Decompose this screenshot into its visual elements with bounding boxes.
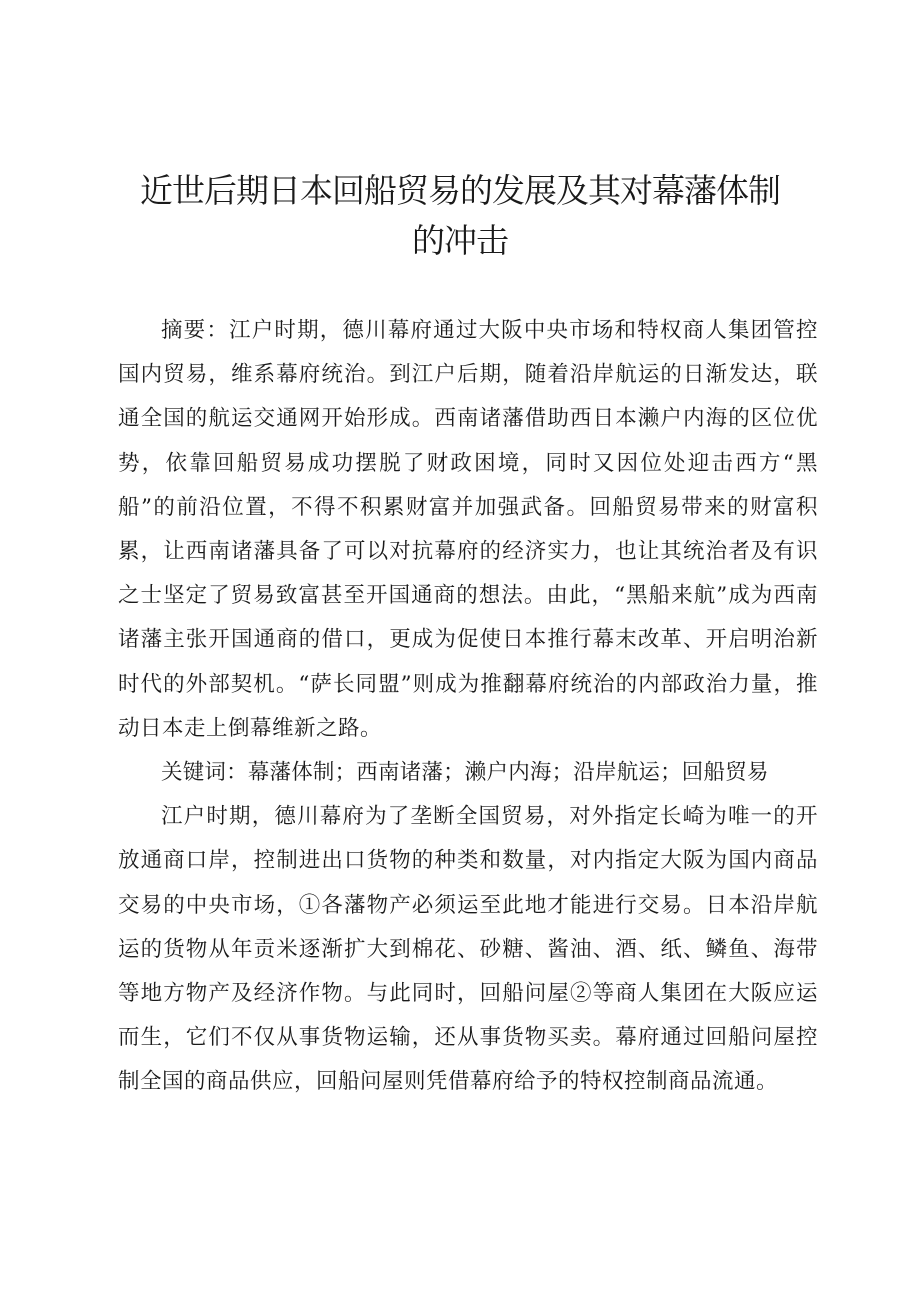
title-line-2: 的冲击: [412, 221, 508, 260]
document-title: [120, 166, 800, 266]
body-paragraph: 江户时期，德川幕府为了垄断全国贸易，对外指定长崎为唯一的开放通商口岸，控制进出口货物的种类和数量，对内指定大阪为国内商品交易的中央市场，①各藩物产必须运至此地才能进行交易。日本沿岸航运的货物从年贡米逐渐扩大到棉花、砂糖、酱油、酒、纸、鳞鱼、海带等地方物产及经济作物。与此同时，回船问屋②等商人集团在大阪应运而生，它们不仅从事货物运输，还从事货物买卖。幕府通过回船问屋控制全国的商品供应，回船问屋则凭借幕府给予的特权控制商品流通。: [118, 804, 818, 1095]
keywords-paragraph: 关键词：幕藩体制；西南诸藩；濑户内海；沿岸航运；回船贸易: [161, 760, 769, 786]
abstract-paragraph: 摘要：江户时期，德川幕府通过大阪中央市场和特权商人集团管控国内贸易，维系幕府统治。到江户后期，随着沿岸航运的日渐发达，联通全国的航运交通网开始形成。西南诸藩借助西日本濑户内海的区位优势，依靠回船贸易成功摆脱了财政困境，同时又因位处迎击西方“黑船”的前沿位置，不得不积累财富并加强武备。回船贸易带来的财富积累，让西南诸藩具备了可以对抗幕府的经济实力，也让其统治者及有识之士坚定了贸易致富甚至开国通商的想法。由此，“黑船来航”成为西南诸藩主张开国通商的借口，更成为促使日本推行幕末改革、开启明治新时代的外部契机。“萨长同盟”则成为推翻幕府统治的内部政治力量，推动日本走上倒幕维新之路。: [118, 318, 818, 741]
document-body: [118, 309, 818, 1105]
title-line-1: 近世后期日本回船贸易的发展及其对幕藩体制: [140, 171, 780, 210]
